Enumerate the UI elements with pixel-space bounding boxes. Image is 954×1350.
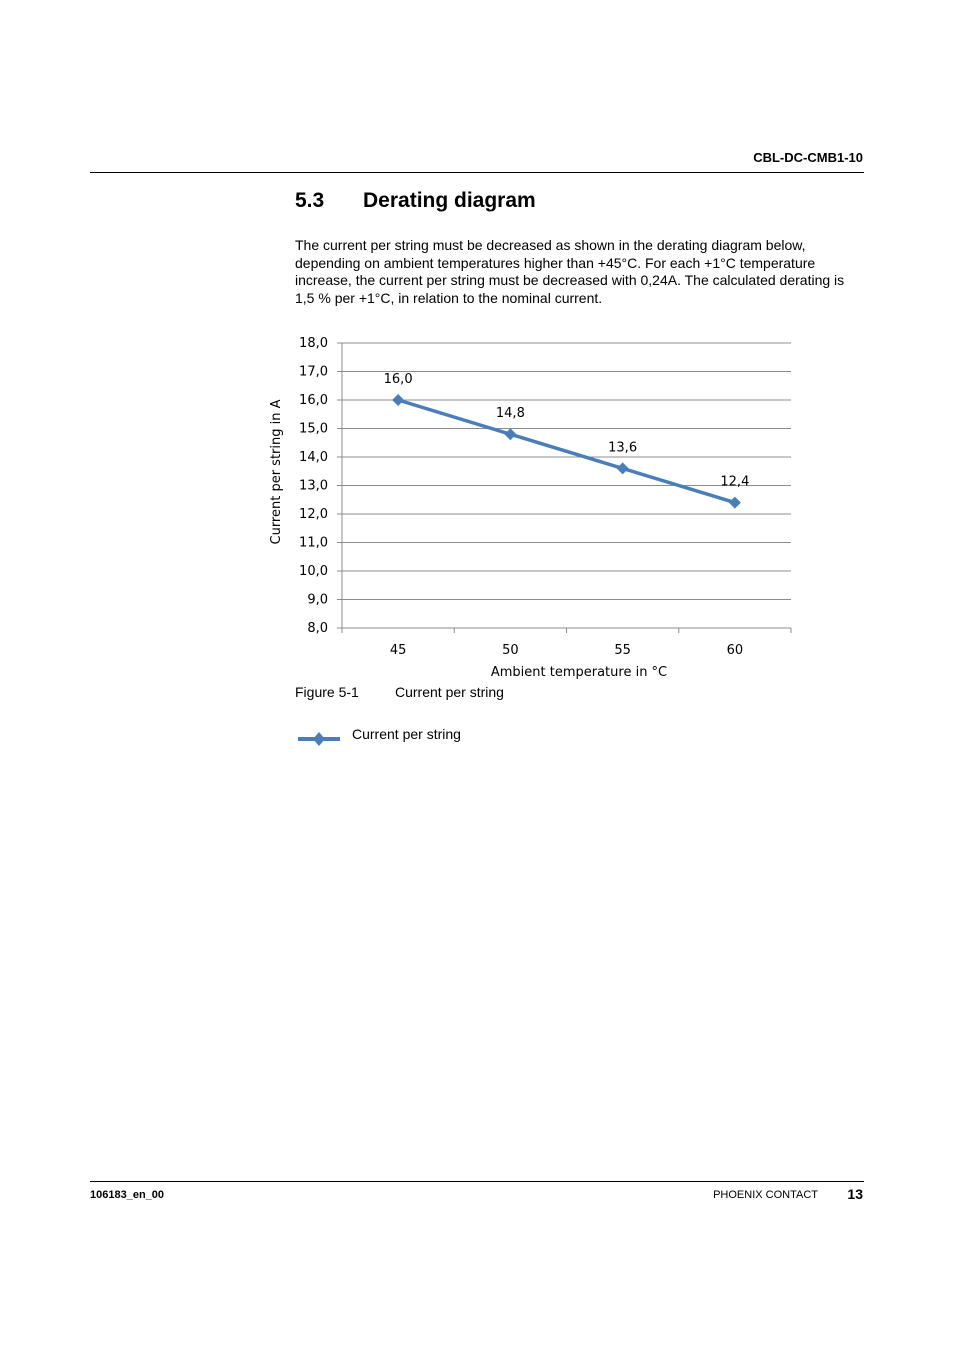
figure-number: Figure 5-1: [295, 684, 359, 700]
x-tick-label: 50: [502, 643, 519, 658]
data-label: 14,8: [495, 406, 525, 422]
y-tick-label: 16,0: [299, 393, 328, 408]
y-tick-label: 18,0: [299, 336, 328, 351]
x-tick-label: 55: [614, 643, 631, 658]
chart-legend: [298, 732, 340, 746]
document-code: CBL-DC-CMB1-10: [753, 150, 863, 165]
footer-brand: PHOENIX CONTACT: [713, 1189, 818, 1201]
data-point: [617, 462, 629, 474]
y-tick-label: 8,0: [307, 621, 328, 636]
x-tick-labels: [390, 643, 743, 658]
data-point: [504, 428, 516, 440]
data-label: 13,6: [608, 440, 638, 456]
header-rule: [90, 172, 864, 173]
x-tick-label: 60: [726, 643, 744, 658]
chart-series: [384, 372, 750, 509]
footer-rule: [90, 1181, 864, 1182]
section-body-text: The current per string must be decreased as shown in the derating diagram below, depending on ambient temperatures higher than +45°C. For each +1°C temperature increase, the current per string must be decreased with 0,24A. The calculated derating is 1,5 % per +1°C, in relation to the nominal current.: [295, 237, 845, 306]
y-tick-labels: [299, 336, 328, 636]
data-label: 12,4: [720, 474, 750, 490]
y-tick-label: 12,0: [299, 507, 328, 522]
figure-caption: Current per string: [395, 684, 504, 700]
data-label: 16,0: [383, 372, 413, 387]
data-point: [729, 497, 741, 509]
x-axis-label: Ambient temperature in °C: [490, 665, 668, 680]
y-tick-label: 9,0: [307, 592, 328, 608]
page-number: 13: [847, 1186, 863, 1202]
data-point: [392, 394, 404, 406]
y-tick-label: 14,0: [299, 450, 328, 465]
y-tick-label: 15,0: [299, 421, 328, 437]
y-tick-label: 11,0: [299, 535, 328, 551]
y-axis-label: Current per string in A: [269, 399, 284, 545]
y-tick-label: 17,0: [299, 364, 328, 380]
series-line: [398, 400, 735, 503]
footer-doc-id: 106183_en_00: [90, 1189, 165, 1201]
section-title: Derating diagram: [363, 189, 536, 212]
x-tick-label: 45: [389, 643, 407, 658]
y-tick-label: 10,0: [299, 564, 328, 579]
y-tick-label: 13,0: [299, 478, 328, 494]
section-number: 5.3: [295, 189, 325, 212]
legend-marker: [313, 732, 325, 746]
legend-label: Current per string: [352, 726, 461, 742]
